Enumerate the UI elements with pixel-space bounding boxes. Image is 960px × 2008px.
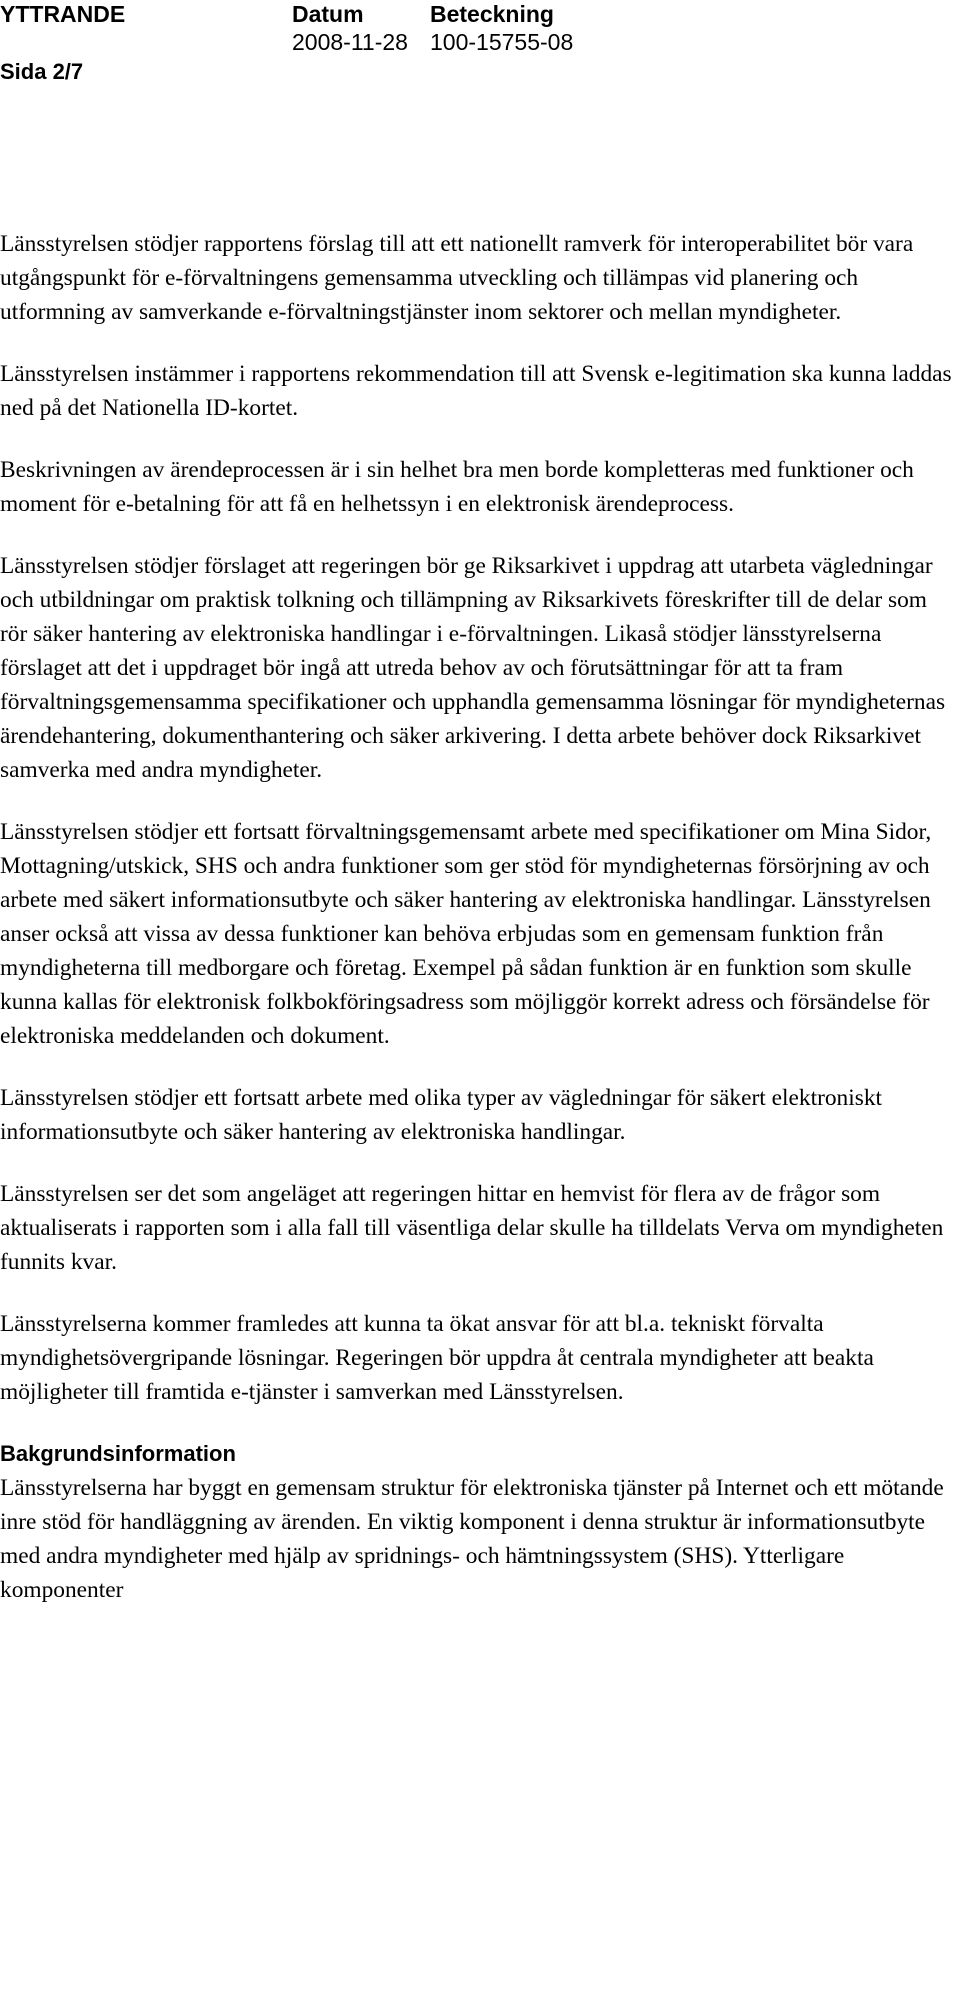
date-label: Datum (292, 1, 364, 27)
document-body (0, 227, 958, 1635)
paragraph-framework: Länsstyrelsen stödjer rapportens förslag till att ett nationellt ramverk för interoperabilitet bör vara utgångspunkt för e-förvaltningens gemensamma utveckling och tillämpas vid planering och utformning av samverkande e-förvaltningstjänster inom sektorer och mellan myndigheter. (0, 231, 914, 325)
reference-label: Beteckning (430, 1, 554, 27)
paragraph-e-legitimation: Länsstyrelsen instämmer i rapportens rekommendation till att Svensk e-legitimation ska kunna laddas ned på det Nationella ID-kortet. (0, 361, 952, 421)
section-heading: Bakgrundsinformation (0, 1441, 236, 1466)
paragraph-specifications: Länsstyrelsen stödjer ett fortsatt förvaltningsgemensamt arbete med specifikationer om Mina Sidor, Mottagning/utskick, SHS och andra funktioner som ger stöd för myndigheternas försörjning av och arbete med säkert informationsutbyte och säker hantering av elektroniska handlingar. Länsstyrelsen anser också att vissa av dessa funktioner kan behöva erbjudas som en gemensam funktion från myndigheterna till medborgare och företag. Exempel på sådan funktion är en funktion som skulle kunna kallas för elektronisk folkbokföringsadress som möjliggör korrekt adress och försändelse för elektroniska meddelanden och dokument. (0, 819, 932, 1049)
paragraph-responsibility: Länsstyrelserna kommer framledes att kunna ta ökat ansvar för att bl.a. tekniskt förvalta myndighetsövergripande lösningar. Regeringen bör uppdra åt centrala myndigheter att beakta möjligheter till framtida e-tjänster i samverkan med Länsstyrelsen. (0, 1311, 874, 1405)
paragraph-verva: Länsstyrelsen ser det som angeläget att regeringen hittar en hemvist för flera av de frågor som aktualiserats i rapporten som i alla fall till väsentliga delar skulle ha tilldelats Verva om myndigheten funnits kvar. (0, 1181, 944, 1275)
paragraph-guidelines: Länsstyrelsen stödjer ett fortsatt arbete med olika typer av vägledningar för säkert elektroniskt informationsutbyte och säker hantering av elektroniska handlingar. (0, 1085, 883, 1145)
paragraph-riksarkivet: Länsstyrelsen stödjer förslaget att regeringen bör ge Riksarkivet i uppdrag att utarbeta vägledningar och utbildningar om praktisk tolkning och tillämpning av Riksarkivets föreskrifter till de delar som rör säker hantering av elektroniska handlingar i e-förvaltningen. Likaså stödjer länsstyrelserna förslaget att det i uppdraget bör ingå att utreda behov av och förutsättningar för att ta fram förvaltningsgemensamma specifikationer och upphandla gemensamma lösningar för myndigheternas ärendehantering, dokumenthantering och säker arkivering. I detta arbete behöver dock Riksarkivet samverka med andra myndigheter. (0, 553, 946, 783)
paragraph-background: Länsstyrelserna har byggt en gemensam struktur för elektroniska tjänster på Internet och ett mötande inre stöd för handläggning av ärenden. En viktig komponent i denna struktur är informationsutbyte med andra myndigheter med hjälp av spridnings- och hämtningssystem (SHS). Ytterligare komponenter (0, 1475, 944, 1603)
document-type: YTTRANDE (0, 1, 126, 27)
page-number: Sida 2/7 (0, 59, 84, 84)
paragraph-case-process: Beskrivningen av ärendeprocessen är i sin helhet bra men borde kompletteras med funktioner och moment för e-betalning för att få en helhetssyn i en elektronisk ärendeprocess. (0, 457, 914, 517)
date-value: 2008-11-28 (292, 29, 408, 55)
reference-value: 100-15755-08 (430, 29, 574, 55)
